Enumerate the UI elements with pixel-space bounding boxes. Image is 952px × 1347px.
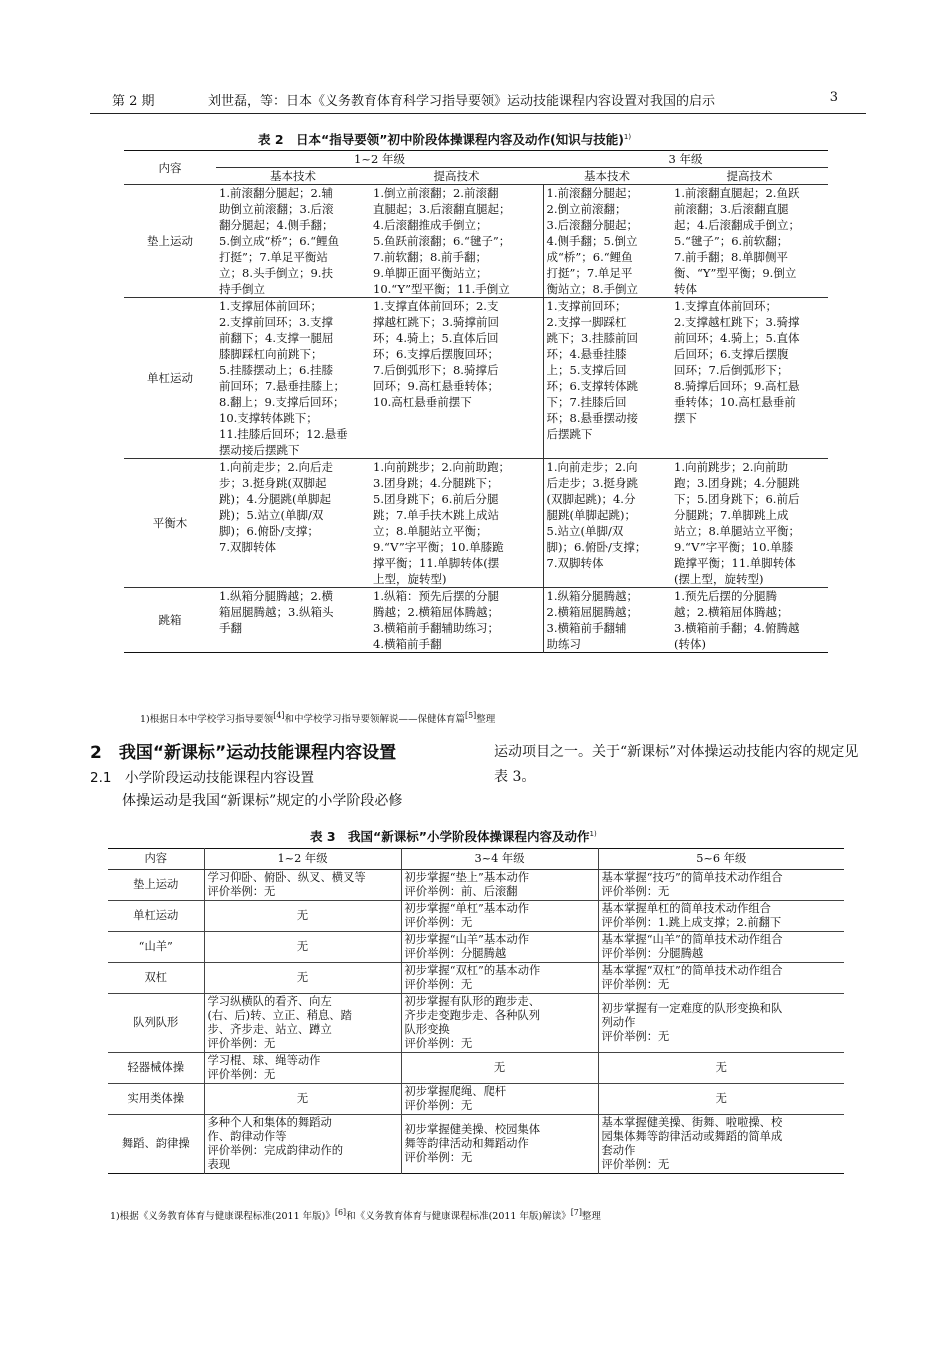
cell-line: 2.支撑前回环；3.支撑 bbox=[219, 315, 333, 329]
cell-line: 腿跳(单脚起跳)； bbox=[546, 508, 636, 522]
cell-line: 前回环；4.骑上；5.直体 bbox=[674, 331, 800, 345]
table3-head-grade: 5~6 年级 bbox=[598, 849, 844, 870]
table3-cell bbox=[401, 1115, 598, 1174]
table3-row-label: “山羊” bbox=[138, 940, 173, 953]
cell-line: 助练习 bbox=[546, 637, 581, 651]
cell-line: 评价举例：无 bbox=[207, 1037, 276, 1050]
table3-cell bbox=[401, 901, 598, 932]
table2-cell bbox=[671, 588, 828, 653]
cell-line: 基本掌握单杠的简单技术动作组合 bbox=[601, 902, 771, 915]
cell-line: 多种个人和集体的舞蹈动 bbox=[207, 1116, 332, 1129]
table3-cell bbox=[204, 1115, 401, 1174]
cell-line: 7.前软翻；8.前手翻； bbox=[373, 250, 487, 264]
table3-row-label: 轻器械体操 bbox=[127, 1061, 184, 1074]
table3-cell bbox=[401, 1084, 598, 1115]
cell-line: 翻分腿起；4.侧手翻； bbox=[219, 218, 334, 232]
cell-line: 前翻下；4.支撑一腿屈 bbox=[219, 331, 334, 345]
cell-line: 9.“V”字平衡；10.单膝 bbox=[674, 540, 794, 554]
cell-line: 评价举例：无 bbox=[404, 1099, 473, 1112]
table-row bbox=[124, 298, 828, 459]
section-heading: 2 我国“新课标”运动技能课程内容设置 bbox=[90, 743, 397, 763]
table3-note-ref: [7] bbox=[570, 1208, 582, 1217]
table-row bbox=[108, 1084, 844, 1115]
table-row bbox=[108, 1115, 844, 1174]
cell-line: 1.纵箱：预先后摆的分腿 bbox=[373, 589, 499, 603]
cell-line: 学习棍、球、绳等动作 bbox=[207, 1054, 321, 1067]
cell-line: 2.支撑一脚踩杠 bbox=[546, 315, 627, 329]
cell-line: 跳)；5.站立(单脚/双 bbox=[219, 508, 324, 522]
table-row bbox=[108, 994, 844, 1053]
cell-line: 评价举例：无 bbox=[207, 1068, 276, 1081]
cell-line: 步、齐步走、站立、蹲立 bbox=[207, 1023, 332, 1036]
table2-cell bbox=[216, 185, 370, 298]
table2-head-content: 内容 bbox=[124, 151, 216, 185]
table2-cell bbox=[671, 185, 828, 298]
cell-line: 脚)；6.俯卧/支撑； bbox=[219, 524, 319, 538]
cell-line: 1.纵箱分腿腾越； bbox=[546, 589, 638, 603]
table3-cell bbox=[598, 932, 844, 963]
table3-cell bbox=[401, 932, 598, 963]
cell-line: 1.向前走步；2.向后走 bbox=[219, 460, 333, 474]
table3-head-grade: 3~4 年级 bbox=[401, 849, 598, 870]
table3-row-label: 垫上运动 bbox=[133, 878, 179, 891]
table2-head-advanced: 提高技术 bbox=[370, 168, 543, 185]
table3-cell bbox=[598, 1115, 844, 1174]
cell-line: 起；4.后滚翻成手倒立； bbox=[674, 218, 800, 232]
table2-cell bbox=[671, 298, 828, 459]
table-row bbox=[124, 185, 828, 298]
cell-line: 评价举例：无 bbox=[404, 1037, 473, 1050]
cell-line: 前回环；7.悬垂挂膝上； bbox=[219, 379, 345, 393]
cell-line: 10.支撑转体跳下； bbox=[219, 411, 318, 425]
cell-line: 持手倒立 bbox=[219, 282, 265, 296]
cell-line: 初步掌握爬绳、爬杆 bbox=[404, 1085, 507, 1098]
cell-line: 齐步走变跑步走、各种队列 bbox=[404, 1009, 541, 1022]
cell-line: 膝脚踩杠向前跳下； bbox=[219, 347, 323, 361]
cell-line: 评价举例：无 bbox=[207, 885, 276, 898]
cell-line: 评价举例：无 bbox=[404, 1151, 473, 1164]
table2-head-grade-b: 3 年级 bbox=[543, 151, 828, 168]
cell-line: 无 bbox=[296, 971, 309, 984]
cell-line: 后走步；3.挺身跳 bbox=[546, 476, 638, 490]
cell-line: 跳；7.单手扶木跳上成站 bbox=[373, 508, 499, 522]
cell-line: 7.双脚转体 bbox=[219, 540, 276, 554]
cell-line: 步；3.挺身跳(双脚起 bbox=[219, 476, 327, 490]
cell-line: 后摆跳下 bbox=[546, 427, 593, 441]
cell-line: 3.横箱前手翻辅 bbox=[546, 621, 627, 635]
table-row bbox=[108, 870, 844, 901]
cell-line: 立；8.单腿站立平衡； bbox=[373, 524, 488, 538]
table3-note-part: 1)根据《义务教育体育与健康课程标准(2011 年版)》 bbox=[110, 1211, 335, 1223]
cell-line: 5.挂膝摆动上；6.挂膝 bbox=[219, 363, 333, 377]
cell-line: 7.后倒弧形下；8.骑撑后 bbox=[373, 363, 499, 377]
cell-line: (转体) bbox=[674, 637, 706, 651]
cell-line: 打挺”；7.单足平衡站 bbox=[219, 250, 328, 264]
cell-line: (摆上型，旋转型) bbox=[674, 572, 764, 586]
cell-line: 1.向前跳步；2.向前助跑； bbox=[373, 460, 510, 474]
cell-line: 5.“毽子”；6.前软翻； bbox=[674, 234, 789, 248]
cell-line: 环；8.悬垂摆动接 bbox=[546, 411, 638, 425]
table2-cell bbox=[370, 459, 543, 588]
cell-line: 环；6.支撑后摆腹回环； bbox=[373, 347, 499, 361]
table2-caption bbox=[258, 130, 631, 148]
table2-cell bbox=[370, 185, 543, 298]
table3-caption-sup: 1) bbox=[589, 829, 597, 838]
table2-note-part: 和中学校学习指导要领解说——保健体育篇 bbox=[284, 714, 465, 726]
cell-line: 队形变换 bbox=[404, 1023, 450, 1036]
table2-note-ref: [4] bbox=[273, 711, 285, 720]
cell-line: 舞等韵律活动和舞蹈动作 bbox=[404, 1137, 529, 1150]
table3-cell bbox=[598, 963, 844, 994]
table3-cell bbox=[401, 870, 598, 901]
table2-cell bbox=[216, 459, 370, 588]
cell-line: 直腿起；3.后滚翻直腿起； bbox=[373, 202, 511, 216]
cell-line: 2.横箱屈腿腾越； bbox=[546, 605, 638, 619]
cell-line: 3.后滚翻分腿起； bbox=[546, 218, 638, 232]
table2-note bbox=[140, 711, 495, 725]
cell-line: 评价举例：无 bbox=[404, 978, 473, 991]
table3-row-label: 舞蹈、韵律操 bbox=[121, 1137, 190, 1150]
table-row bbox=[108, 1053, 844, 1084]
table3-cell bbox=[598, 901, 844, 932]
cell-line: 初步掌握“垫上”基本动作 bbox=[404, 871, 530, 884]
table2-head-advanced: 提高技术 bbox=[671, 168, 828, 185]
table2-note-part: 1)根据日本中学校学习指导要领 bbox=[140, 714, 274, 726]
table3-caption-text: 表 3 我国“新课标”小学阶段体操课程内容及动作 bbox=[310, 829, 590, 844]
cell-line: 垂转体；10.高杠悬垂前 bbox=[674, 395, 796, 409]
cell-line: 5.鱼跃前滚翻；6.“毽子”； bbox=[373, 234, 511, 248]
cell-line: 评价举例：分腿腾越 bbox=[404, 947, 507, 960]
cell-line: 无 bbox=[296, 1092, 309, 1105]
cell-line: 基本掌握“山羊”的简单技术动作组合 bbox=[601, 933, 783, 946]
paragraph-left-column: 体操运动是我国“新课标”规定的小学阶段必修 bbox=[122, 793, 403, 809]
cell-line: 评价举例：无 bbox=[601, 885, 670, 898]
cell-line: 4.后滚翻推成手倒立； bbox=[373, 218, 488, 232]
table3-cell bbox=[204, 994, 401, 1053]
table3-row-label: 单杠运动 bbox=[133, 909, 179, 922]
table2-caption-sup: 1) bbox=[623, 132, 632, 141]
table3-row-label: 队列队形 bbox=[133, 1016, 179, 1029]
table3-body bbox=[108, 870, 844, 1174]
cell-line: 列动作 bbox=[601, 1016, 636, 1029]
table2-note-part: 整理 bbox=[476, 714, 496, 726]
cell-line: 撑平衡；11.单脚转体(摆 bbox=[373, 556, 500, 570]
cell-line: 跑；3.团身跳；4.分腿跳 bbox=[674, 476, 800, 490]
table2-cell bbox=[216, 298, 370, 459]
cell-line: 评价举例：完成韵律动作的 bbox=[207, 1144, 344, 1157]
table3-cell bbox=[598, 1084, 844, 1115]
cell-line: 10.高杠悬垂前摆下 bbox=[373, 395, 472, 409]
cell-line: 站立；8.单腿站立平衡； bbox=[674, 524, 800, 538]
table3-cell bbox=[401, 963, 598, 994]
cell-line: 4.侧手翻；5.倒立 bbox=[546, 234, 638, 248]
table3-cell bbox=[401, 1053, 598, 1084]
cell-line: 下；7.挂膝后回 bbox=[546, 395, 627, 409]
table3-cell bbox=[598, 994, 844, 1053]
cell-line: 跪撑平衡；11.单脚转体 bbox=[674, 556, 796, 570]
cell-line: 4.横箱前手翻 bbox=[373, 637, 442, 651]
table3-cell bbox=[204, 1053, 401, 1084]
cell-line: 助倒立前滚翻；3.后滚 bbox=[219, 202, 334, 216]
paragraph-right-column: 运动项目之一。关于“新课标”对体操运动技能内容的规定见表 3。 bbox=[494, 744, 859, 785]
cell-line: 1.支撑直体前回环； bbox=[674, 299, 777, 313]
cell-line: 无 bbox=[493, 1061, 506, 1074]
cell-line: 2.倒立前滚翻； bbox=[546, 202, 627, 216]
subsection-heading: 2.1 小学阶段运动技能课程内容设置 bbox=[90, 770, 314, 786]
cell-line: 表现 bbox=[207, 1158, 231, 1171]
table2-caption-text: 表 2 日本“指导要领”初中阶段体操课程内容及动作(知识与技能) bbox=[258, 132, 624, 147]
cell-line: 转体 bbox=[674, 282, 697, 296]
table2-head-basic: 基本技术 bbox=[216, 168, 370, 185]
cell-line: 9.单脚正面平衡站立； bbox=[373, 266, 488, 280]
table3-cell bbox=[204, 932, 401, 963]
table2-body bbox=[124, 185, 828, 653]
cell-line: 作、韵律动作等 bbox=[207, 1130, 287, 1143]
cell-line: 1.倒立前滚翻；2.前滚翻 bbox=[373, 186, 499, 200]
cell-line: 分腿跳；7.单脚跳上成 bbox=[674, 508, 789, 522]
cell-line: 环；4.骑上；5.直体后回 bbox=[373, 331, 499, 345]
cell-line: 7.前手翻；8.单脚侧平 bbox=[674, 250, 788, 264]
cell-line: 园集体舞等韵律活动或舞蹈的简单成 bbox=[601, 1130, 783, 1143]
cell-line: 初步掌握“双杠”的基本动作 bbox=[404, 964, 541, 977]
cell-line: 打挺”；7.单足平 bbox=[546, 266, 633, 280]
cell-line: 1.向前跳步；2.向前助 bbox=[674, 460, 788, 474]
cell-line: 8.翻上；9.支撑后回环； bbox=[219, 395, 345, 409]
table2-cell bbox=[370, 298, 543, 459]
cell-line: 摆下 bbox=[674, 411, 697, 425]
table2-head-basic: 基本技术 bbox=[543, 168, 671, 185]
cell-line: 7.双脚转体 bbox=[546, 556, 604, 570]
cell-line: 1.前滚翻分腿起；2.辅 bbox=[219, 186, 333, 200]
table2-cell bbox=[671, 459, 828, 588]
table3-note bbox=[110, 1208, 601, 1222]
table2-head-grade-a: 1~2 年级 bbox=[216, 151, 543, 168]
cell-line: 套动作 bbox=[601, 1144, 636, 1157]
cell-line: 5.站立(单脚/双 bbox=[546, 524, 624, 538]
cell-line: 初步掌握有队形的跑步走、 bbox=[404, 995, 541, 1008]
cell-line: 摆动接后摆跳下 bbox=[219, 443, 300, 457]
table2-cell bbox=[216, 588, 370, 653]
cell-line: 环；4.悬垂挂膝 bbox=[546, 347, 627, 361]
table3 bbox=[108, 848, 844, 1174]
cell-line: 11.挂膝后回环；12.悬垂 bbox=[219, 427, 348, 441]
table2-cell bbox=[543, 588, 671, 653]
cell-line: 3.团身跳；4.分腿跳下； bbox=[373, 476, 499, 490]
cell-line: 越；2.横箱屈体腾越； bbox=[674, 605, 789, 619]
cell-line: 回环；7.后倒弧形下； bbox=[674, 363, 789, 377]
table2-row-label: 跳箱 bbox=[124, 588, 216, 653]
table-row bbox=[108, 963, 844, 994]
running-title: 刘世磊，等：日本《义务教育体育科学习指导要领》运动技能课程内容设置对我国的启示 bbox=[208, 94, 716, 109]
table-row bbox=[124, 588, 828, 653]
cell-line: 环；6.支撑转体跳 bbox=[546, 379, 638, 393]
table2 bbox=[124, 150, 828, 653]
table2-row-label: 单杠运动 bbox=[124, 298, 216, 459]
table2-cell bbox=[543, 298, 671, 459]
cell-line: 基本掌握健美操、街舞、啦啦操、校 bbox=[601, 1116, 783, 1129]
table3-cell bbox=[204, 901, 401, 932]
cell-line: 初步掌握“单杠”基本动作 bbox=[404, 902, 530, 915]
cell-line: 初步掌握有一定难度的队形变换和队 bbox=[601, 1002, 783, 1015]
cell-line: 手翻 bbox=[219, 621, 242, 635]
cell-line: 腾越；2.横箱屈体腾越； bbox=[373, 605, 499, 619]
table-row bbox=[108, 932, 844, 963]
table3-cell bbox=[401, 994, 598, 1053]
cell-line: 箱屈腿腾越；3.纵箱头 bbox=[219, 605, 334, 619]
cell-line: 衡、“Y”型平衡；9.倒立 bbox=[674, 266, 797, 280]
cell-line: 撑越杠跳下；3.骑撑前回 bbox=[373, 315, 499, 329]
table3-head-grade: 1~2 年级 bbox=[204, 849, 401, 870]
issue-number: 第 2 期 bbox=[112, 94, 155, 109]
table2-cell bbox=[370, 588, 543, 653]
cell-line: 回环；9.高杠悬垂转体； bbox=[373, 379, 499, 393]
cell-line: 评价举例：前、后滚翻 bbox=[404, 885, 518, 898]
table2-row-label: 平衡木 bbox=[124, 459, 216, 588]
cell-line: 初步掌握健美操、校园集体 bbox=[404, 1123, 541, 1136]
cell-line: 无 bbox=[296, 909, 309, 922]
cell-line: 1.预先后摆的分腿腾 bbox=[674, 589, 777, 603]
cell-line: 1.支撑前回环； bbox=[546, 299, 627, 313]
cell-line: 跳)；4.分腿跳(单脚起 bbox=[219, 492, 331, 506]
cell-line: 后回环；6.支撑后摆腹 bbox=[674, 347, 789, 361]
cell-line: 学习纵横队的看齐、向左 bbox=[207, 995, 332, 1008]
cell-line: (双脚起跳)；4.分 bbox=[546, 492, 636, 506]
cell-line: 1.支撑屈体前回环； bbox=[219, 299, 322, 313]
cell-line: 1.支撑直体前回环；2.支 bbox=[373, 299, 499, 313]
table2-note-ref: [5] bbox=[464, 711, 477, 720]
page-header bbox=[90, 86, 866, 114]
table3-cell bbox=[204, 1084, 401, 1115]
cell-line: 8.骑撑后回环；9.高杠悬 bbox=[674, 379, 800, 393]
table3-cell bbox=[204, 963, 401, 994]
cell-line: 3.横箱前手翻辅助练习； bbox=[373, 621, 499, 635]
table2-cell bbox=[543, 459, 671, 588]
cell-line: 无 bbox=[715, 1092, 727, 1105]
table3-row-label: 双杠 bbox=[144, 971, 168, 984]
table2-cell bbox=[543, 185, 671, 298]
cell-line: 上；5.支撑后回 bbox=[546, 363, 627, 377]
cell-line: 学习仰卧、俯卧、纵叉、横叉等 bbox=[207, 871, 366, 884]
table3-head-content: 内容 bbox=[108, 849, 204, 870]
table-row bbox=[108, 901, 844, 932]
table3-note-part: 和《义务教育体育与健康课程标准(2011 年版)解读》 bbox=[346, 1211, 571, 1223]
cell-line: 下；5.团身跳下；6.前后 bbox=[674, 492, 800, 506]
page-number: 3 bbox=[829, 90, 838, 105]
cell-line: 评价举例：分腿腾越 bbox=[601, 947, 704, 960]
table3-caption bbox=[310, 827, 597, 845]
cell-line: 评价举例：无 bbox=[601, 1158, 670, 1171]
table2-row-label: 垫上运动 bbox=[147, 234, 193, 248]
cell-line: 衡站立；8.手倒立 bbox=[546, 282, 638, 296]
cell-line: 评价举例：1.跳上成支撑；2.前翻下 bbox=[601, 916, 782, 929]
cell-line: 1.前滚翻分腿起； bbox=[546, 186, 638, 200]
cell-line: 基本掌握“双杠”的简单技术动作组合 bbox=[601, 964, 783, 977]
cell-line: 前滚翻；3.后滚翻直腿 bbox=[674, 202, 789, 216]
cell-line: 无 bbox=[715, 1061, 727, 1074]
cell-line: 10.“Y”型平衡；11.手倒立 bbox=[373, 282, 510, 296]
table3-cell bbox=[204, 870, 401, 901]
table3-note-part: 整理 bbox=[581, 1211, 601, 1223]
cell-line: 1.前滚翻直腿起；2.鱼跃 bbox=[674, 186, 800, 200]
cell-line: 跳下；3.挂膝前回 bbox=[546, 331, 638, 345]
table3-cell bbox=[598, 1053, 844, 1084]
table3-note-ref: [6] bbox=[334, 1208, 347, 1217]
cell-line: 2.支撑越杠跳下；3.骑撑 bbox=[674, 315, 800, 329]
cell-line: (右、后)转、立正、稍息、踏 bbox=[207, 1009, 352, 1022]
cell-line: 无 bbox=[296, 940, 309, 953]
cell-line: 评价举例：无 bbox=[601, 978, 670, 991]
cell-line: 5.团身跳下；6.前后分腿 bbox=[373, 492, 499, 506]
cell-line: 脚)；6.俯卧/支撑； bbox=[546, 540, 647, 554]
cell-line: 3.横箱前手翻；4.俯腾越 bbox=[674, 621, 800, 635]
cell-line: 初步掌握“山羊”基本动作 bbox=[404, 933, 530, 946]
cell-line: 基本掌握“技巧”的简单技术动作组合 bbox=[601, 871, 783, 884]
cell-line: 9.“V”字平衡；10.单膝跪 bbox=[373, 540, 504, 554]
table-row bbox=[124, 459, 828, 588]
cell-line: 上型，旋转型) bbox=[373, 572, 447, 586]
cell-line: 评价举例：无 bbox=[404, 916, 473, 929]
cell-line: 成“桥”；6.“鲤鱼 bbox=[546, 250, 633, 264]
cell-line: 评价举例：无 bbox=[601, 1030, 670, 1043]
cell-line: 立；8.头手倒立；9.扶 bbox=[219, 266, 333, 280]
cell-line: 5.倒立成“桥”；6.“鲤鱼 bbox=[219, 234, 340, 248]
table3-cell bbox=[598, 870, 844, 901]
table3-row-label: 实用类体操 bbox=[127, 1092, 184, 1105]
cell-line: 1.向前走步；2.向 bbox=[546, 460, 638, 474]
cell-line: 1.纵箱分腿腾越；2.横 bbox=[219, 589, 333, 603]
